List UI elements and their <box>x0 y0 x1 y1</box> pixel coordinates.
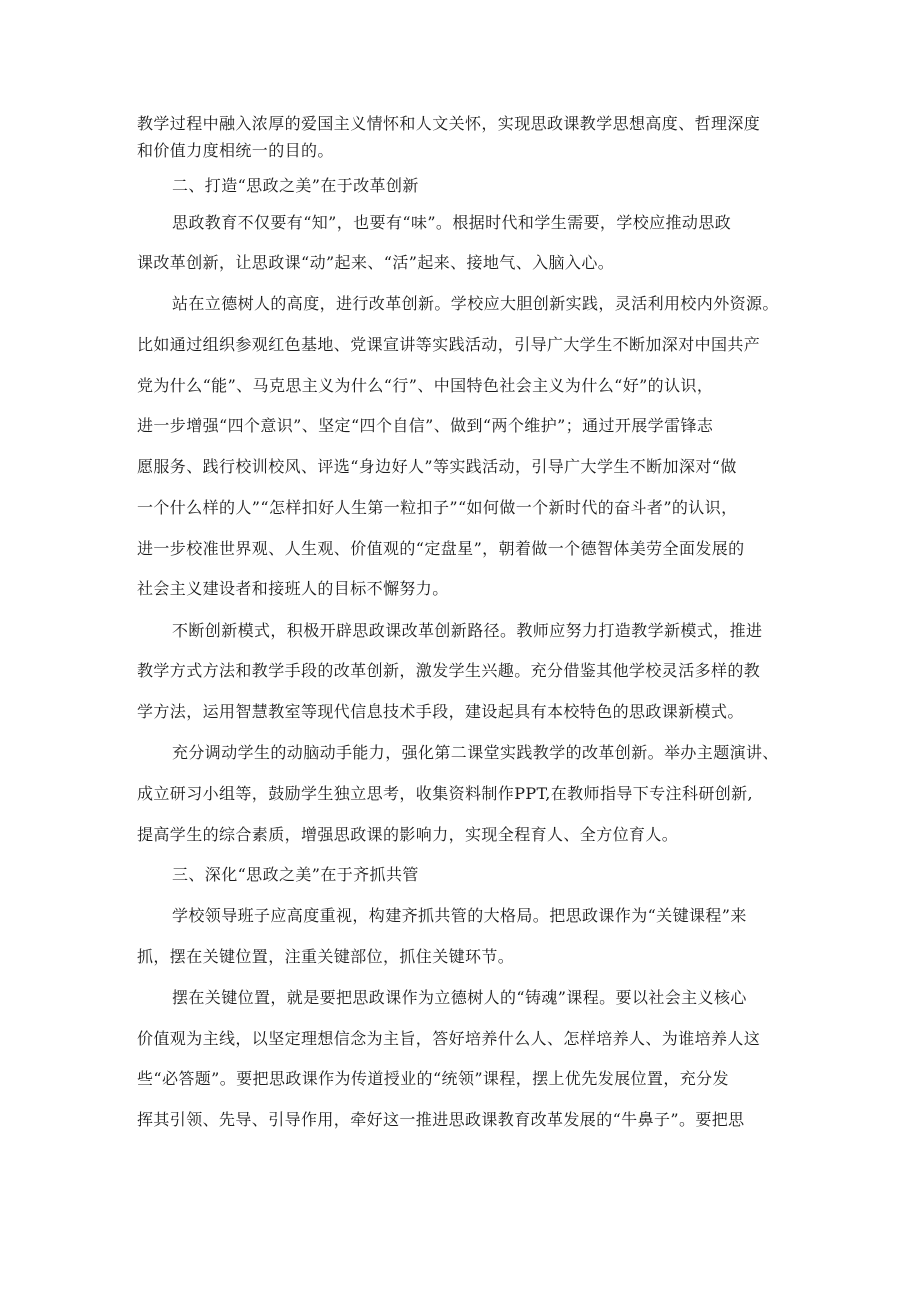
section-heading: 三、深化“思政之美”在于齐抓共管 <box>172 865 419 884</box>
paragraph-line: 和价值力度相统一的目的。 <box>137 141 334 160</box>
paragraph-line: 抓，摆在关键位置，注重关键部位，抓住关键环节。 <box>137 947 515 966</box>
paragraph-line: 思政教育不仅要有“知”，也要有“味”。根据时代和学生需要，学校应推动思政 <box>172 213 732 232</box>
paragraph-line: 教学方式方法和教学手段的改革创新，激发学生兴趣。充分借鉴其他学校灵活多样的教 <box>137 661 761 680</box>
paragraph-line: 不断创新模式，积极开辟思政课改革创新路径。教师应努力打造教学新模式，推进 <box>172 621 763 640</box>
paragraph-line: 价值观为主线，以坚定理想信念为主旨，答好培养什么人、怎样培养人、为谁培养人这 <box>137 1029 761 1048</box>
paragraph-line: 学校领导班子应高度重视，构建齐抓共管的大格局。把思政课作为“关键课程”来 <box>172 906 747 925</box>
paragraph-line: 进一步校准世界观、人生观、价值观的“定盘星”，朝着做一个德智体美劳全面发展的 <box>137 539 745 558</box>
paragraph-line: 教学过程中融入浓厚的爱国主义情怀和人文关怀，实现思政课教学思想高度、哲理深度 <box>137 114 761 133</box>
paragraph-line: 进一步增强“四个意识”、坚定“四个自信”、做到“两个维护”；通过开展学雷锋志 <box>137 416 714 435</box>
paragraph-line: 比如通过组织参观红色基地、党课宣讲等实践活动，引导广大学生不断加深对中国共产 <box>137 335 761 354</box>
paragraph-line: 学方法，运用智慧教室等现代信息技术手段，建设起具有本校特色的思政课新模式。 <box>137 702 744 721</box>
paragraph-line: 挥其引领、先导、引导作用，牵好这一推进思政课教育改革发展的“牛鼻子”。要把思 <box>137 1110 745 1129</box>
paragraph-line: 成立研习小组等，鼓励学生独立思考，收集资料制作PPT,在教师指导下专注科研创新, <box>137 784 754 803</box>
paragraph-line: 愿服务、践行校训校风、评选“身边好人”等实践活动，引导广大学生不断加深对“做 <box>137 457 737 476</box>
paragraph-line: 社会主义建设者和接班人的目标不懈努力。 <box>137 579 449 598</box>
paragraph-line: 党为什么“能”、马克思主义为什么“行”、中国特色社会主义为什么“好”的认识， <box>137 376 714 395</box>
paragraph-line: 提高学生的综合素质，增强思政课的影响力，实现全程育人、全方位育人。 <box>137 825 679 844</box>
paragraph-line: 一个什么样的人”“怎样扣好人生第一粒扣子”“如何做一个新时代的奋斗者”的认识， <box>137 498 738 517</box>
paragraph-line: 充分调动学生的动脑动手能力，强化第二课堂实践教学的改革创新。举办主题演讲、 <box>172 743 779 762</box>
section-heading: 二、打造“思政之美”在于改革创新 <box>172 176 419 195</box>
paragraph-line: 些“必答题”。要把思政课作为传道授业的“统领”课程，摆上优先发展位置，充分发 <box>137 1069 729 1088</box>
paragraph-line: 站在立德树人的高度，进行改革创新。学校应大胆创新实践，灵活利用校内外资源。 <box>172 294 779 313</box>
paragraph-line: 课改革创新，让思政课“动”起来、“活”起来、接地气、入脑入心。 <box>137 253 615 272</box>
paragraph-line: 摆在关键位置，就是要把思政课作为立德树人的“铸魂”课程。要以社会主义核心 <box>172 988 747 1007</box>
